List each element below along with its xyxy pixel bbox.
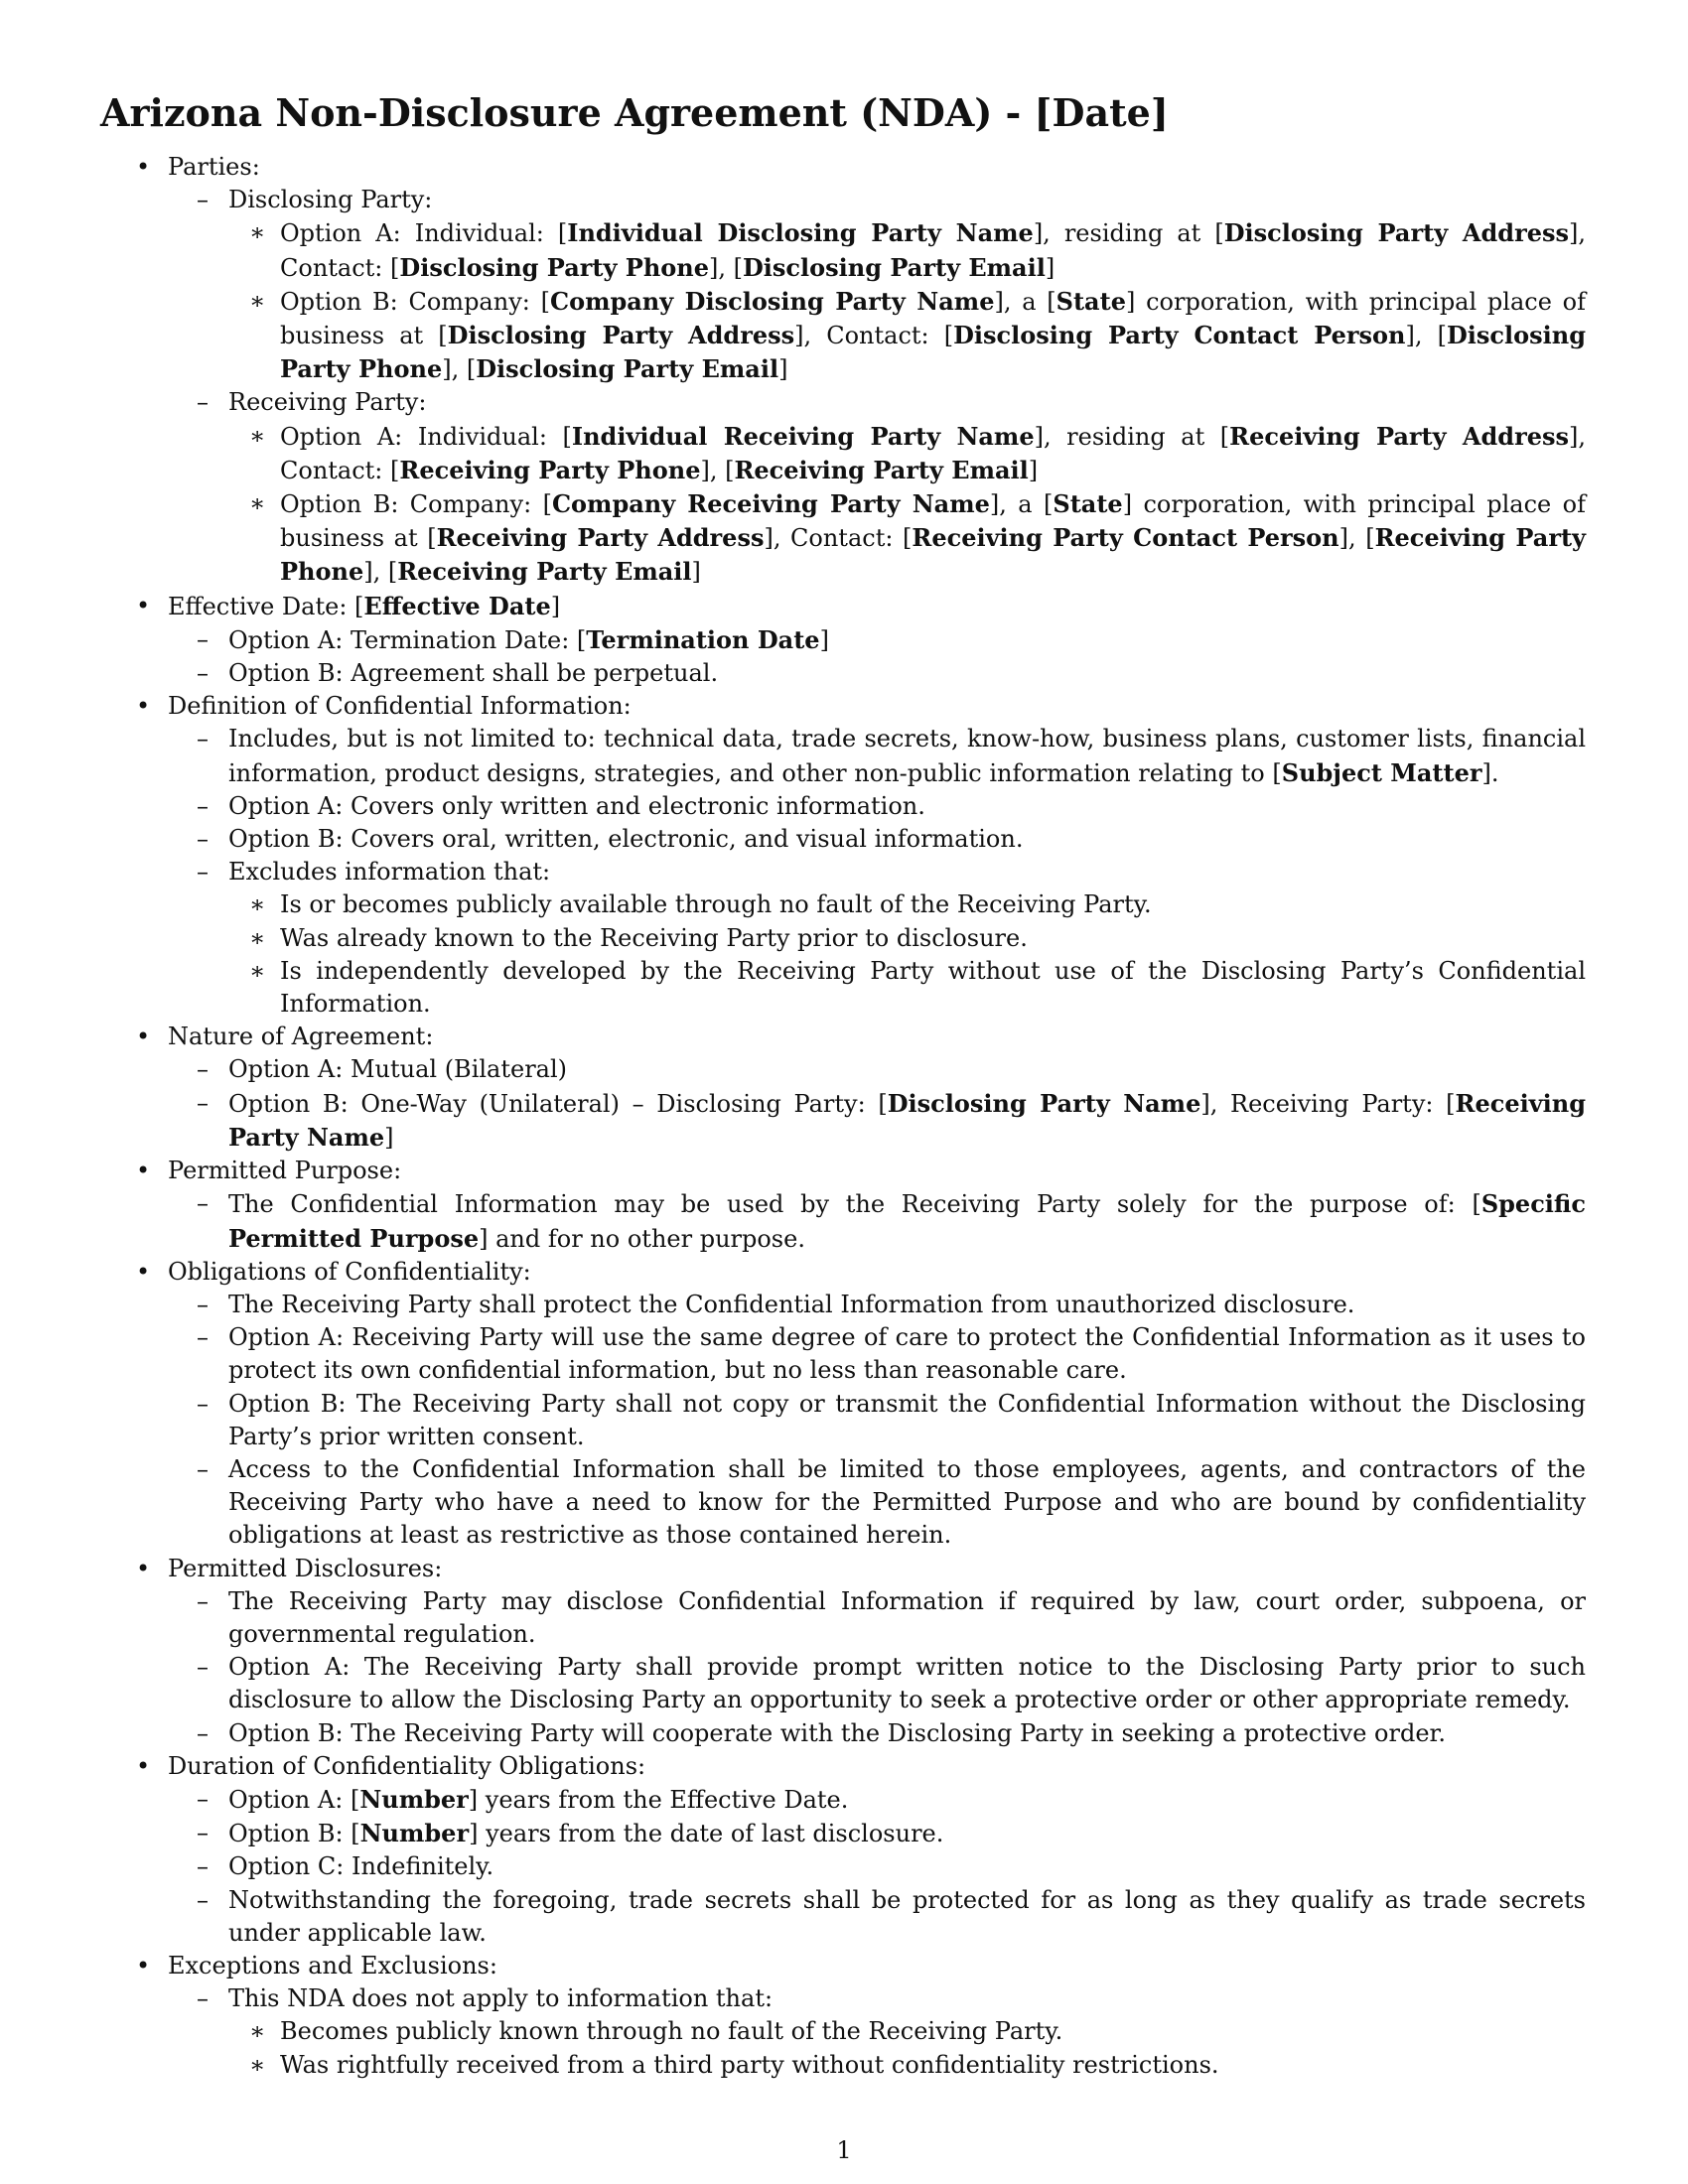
list-item-level-2 bbox=[100, 1817, 1586, 1850]
list-item-level-2 bbox=[100, 1388, 1586, 1453]
placeholder-field: Disclosing Party Email bbox=[476, 354, 779, 384]
list-item-text: Was already known to the Receiving Party prior to disclosure. bbox=[280, 923, 1028, 952]
list-item-text: ], Receiving Party: [ bbox=[1200, 1089, 1456, 1118]
list-item-level-1 bbox=[100, 690, 1586, 723]
list-item-text: Parties: bbox=[168, 153, 260, 181]
list-item-level-2 bbox=[100, 623, 1586, 657]
list-item-level-2 bbox=[100, 790, 1586, 823]
list-item-level-1 bbox=[100, 151, 1586, 184]
list-item-level-3 bbox=[100, 216, 1586, 284]
placeholder-field: Disclosing Party Phone bbox=[280, 321, 1586, 384]
list-item-text: ], Contact: [ bbox=[794, 322, 954, 350]
placeholder-field: Company Disclosing Party Name bbox=[549, 286, 995, 316]
list-item-text: ] years from the date of last disclosure. bbox=[469, 1820, 944, 1848]
list-item-text: Nature of Agreement: bbox=[168, 1023, 434, 1051]
list-item-text: ] bbox=[819, 625, 829, 654]
list-item-text: Notwithstanding the foregoing, trade secrets shall be protected for as long as they qualify as trade secrets under applicable law. bbox=[228, 1885, 1586, 1947]
list-item-text: Option B: Agreement shall be perpetual. bbox=[228, 659, 719, 688]
list-item-text: ], residing at [ bbox=[1033, 219, 1224, 248]
list-item-level-1 bbox=[100, 1021, 1586, 1053]
list-item-text: ] corporation, with principal place of business at [ bbox=[280, 287, 1586, 350]
list-item-text: Option B: The Receiving Party will cooperate with the Disclosing Party in seeking a protective order. bbox=[228, 1718, 1447, 1747]
placeholder-field: Receiving Party Email bbox=[734, 455, 1029, 484]
list-item-text: Option A: Termination Date: [ bbox=[228, 625, 587, 654]
list-item-level-1 bbox=[100, 1155, 1586, 1187]
list-item-level-2 bbox=[100, 1087, 1586, 1155]
list-item-text: ] bbox=[384, 1123, 394, 1152]
placeholder-field: Company Receiving Party Name bbox=[551, 489, 990, 519]
placeholder-field: State bbox=[1053, 489, 1123, 519]
list-item-text: Excludes information that: bbox=[228, 858, 551, 887]
document-body bbox=[100, 151, 1586, 2082]
list-item-level-2 bbox=[100, 184, 1586, 216]
list-item-level-3 bbox=[100, 888, 1586, 921]
list-item-text: Definition of Confidential Information: bbox=[168, 692, 632, 721]
list-item-level-2 bbox=[100, 1053, 1586, 1086]
page-number: 1 bbox=[836, 2136, 852, 2164]
placeholder-field: Receiving Party Address bbox=[436, 523, 765, 553]
placeholder-field: Specific Permitted Purpose bbox=[228, 1189, 1586, 1253]
list-item-text: The Confidential Information may be used by the Receiving Party solely for the purpose of: [ bbox=[228, 1190, 1481, 1219]
list-item-text: ], Contact: [ bbox=[280, 219, 1586, 282]
placeholder-field: Individual Disclosing Party Name bbox=[567, 218, 1034, 248]
list-item-text: Option A: The Receiving Party shall provide prompt written notice to the Disclosing Party prior to such disclosure to allow the Disclosing Party an opportunity to seek a protective order or other appropriate remedy. bbox=[228, 1653, 1586, 1714]
list-item-text: Option B: The Receiving Party shall not copy or transmit the Confidential Information without the Disclosing Party’s prior written consent. bbox=[228, 1389, 1586, 1450]
list-item-level-3 bbox=[100, 955, 1586, 1021]
list-item-text: Becomes publicly known through no fault of the Receiving Party. bbox=[280, 2017, 1063, 2046]
list-item-level-3 bbox=[100, 922, 1586, 955]
list-item-text: Access to the Confidential Information shall be limited to those employees, agents, and contractors of the Receiving Party who have a need to know for the Permitted Purpose and who are bound by confidentiality obligations at least as restrictive as those contained herein. bbox=[228, 1454, 1586, 1550]
list-item-text: ], [ bbox=[363, 558, 398, 587]
placeholder-field: Disclosing Party Contact Person bbox=[953, 321, 1406, 350]
list-item-text: Option A: Mutual (Bilateral) bbox=[228, 1055, 568, 1084]
list-item-text: Exceptions and Exclusions: bbox=[168, 1951, 497, 1979]
placeholder-field: Disclosing Party Email bbox=[742, 252, 1046, 282]
list-item-level-2 bbox=[100, 1717, 1586, 1750]
placeholder-field: Effective Date bbox=[363, 591, 551, 620]
list-item-level-1 bbox=[100, 1950, 1586, 1982]
list-item-text: Option C: Indefinitely. bbox=[228, 1852, 494, 1881]
list-item-text: ] bbox=[1045, 253, 1055, 282]
list-item-level-2 bbox=[100, 1187, 1586, 1255]
placeholder-field: Termination Date bbox=[586, 624, 820, 654]
list-item-text: ] and for no other purpose. bbox=[479, 1224, 805, 1253]
list-item-text: ], Contact: [ bbox=[764, 524, 913, 553]
list-item-text: Option B: [ bbox=[228, 1820, 360, 1848]
list-item-text: ] years from the Effective Date. bbox=[468, 1785, 849, 1814]
placeholder-field: Number bbox=[359, 1784, 469, 1814]
list-item-level-2 bbox=[100, 1585, 1586, 1651]
placeholder-field: Subject Matter bbox=[1281, 757, 1482, 787]
list-item-level-2 bbox=[100, 1884, 1586, 1950]
list-item-level-3 bbox=[100, 2015, 1586, 2048]
list-item-level-3 bbox=[100, 487, 1586, 590]
placeholder-field: Disclosing Party Address bbox=[1223, 218, 1569, 248]
list-item-level-2 bbox=[100, 1982, 1586, 2015]
list-item-text: This NDA does not apply to information that: bbox=[228, 1984, 774, 2013]
list-item-text: The Receiving Party may disclose Confidential Information if required by law, court order, subpoena, or governmental regulation. bbox=[228, 1586, 1586, 1648]
list-item-text: Obligations of Confidentiality: bbox=[168, 1257, 531, 1286]
list-item-text: Receiving Party: bbox=[228, 388, 427, 417]
list-item-text: ] corporation, with principal place of business at [ bbox=[280, 490, 1586, 553]
list-item-text: Effective Date: [ bbox=[168, 592, 364, 620]
list-item-level-1 bbox=[100, 1256, 1586, 1289]
list-item-text: ] bbox=[1028, 456, 1039, 484]
list-item-text: ]. bbox=[1481, 758, 1499, 787]
list-item-text: Option B: Covers oral, written, electronic, and visual information. bbox=[228, 825, 1024, 854]
list-item-text: Option A: [ bbox=[228, 1785, 360, 1814]
list-item-text: ], a [ bbox=[994, 287, 1056, 316]
placeholder-field: Disclosing Party Name bbox=[887, 1088, 1201, 1118]
list-item-level-2 bbox=[100, 386, 1586, 419]
list-item-text: Is or becomes publicly available through no fault of the Receiving Party. bbox=[280, 890, 1152, 919]
list-item-text: Duration of Confidentiality Obligations: bbox=[168, 1751, 646, 1780]
list-item-text: Option B: Company: [ bbox=[280, 490, 552, 519]
list-item-text: Is independently developed by the Receiving Party without use of the Disclosing Party’s Confidential Information. bbox=[280, 956, 1586, 1019]
list-item-level-2 bbox=[100, 1453, 1586, 1553]
list-item-text: ], residing at [ bbox=[1034, 422, 1230, 451]
list-item-text: ], a [ bbox=[989, 490, 1054, 519]
list-item-text: Includes, but is not limited to: technical data, trade secrets, know-how, business plans, customer lists, financial information, product designs, strategies, and other non-public information relating to [ bbox=[228, 725, 1586, 787]
placeholder-field: Receiving Party Phone bbox=[280, 523, 1587, 587]
list-item-level-1 bbox=[100, 590, 1586, 623]
list-item-level-2 bbox=[100, 1850, 1586, 1883]
placeholder-field: Number bbox=[359, 1819, 470, 1848]
placeholder-field: Individual Receiving Party Name bbox=[571, 421, 1035, 451]
list-item-level-3 bbox=[100, 2049, 1586, 2082]
list-item-text: The Receiving Party shall protect the Confidential Information from unauthorized disclosure. bbox=[228, 1290, 1355, 1318]
placeholder-field: Receiving Party Contact Person bbox=[912, 523, 1339, 553]
list-item-level-1 bbox=[100, 1553, 1586, 1585]
list-item-text: ] bbox=[550, 592, 561, 620]
list-item-text: Option B: One-Way (Unilateral) – Disclosing Party: [ bbox=[228, 1089, 888, 1118]
list-item-text: ] bbox=[691, 558, 701, 587]
list-item-text: ], [ bbox=[442, 355, 477, 384]
list-item-level-2 bbox=[100, 856, 1586, 888]
list-item-level-2 bbox=[100, 1321, 1586, 1387]
list-item-text: ] bbox=[778, 355, 788, 384]
placeholder-field: Receiving Party Email bbox=[397, 557, 692, 587]
placeholder-field: State bbox=[1055, 286, 1126, 316]
list-item-text: Option A: Receiving Party will use the same degree of care to protect the Confidential Information as it uses to protect its own confidential information, but no less than reasonable care. bbox=[228, 1323, 1586, 1385]
list-item-text: ], [ bbox=[700, 456, 735, 484]
list-item-text: Permitted Disclosures: bbox=[168, 1554, 443, 1582]
list-item-text: ], [ bbox=[1405, 322, 1447, 350]
list-item-level-2 bbox=[100, 723, 1586, 789]
list-item-text: ], Contact: [ bbox=[280, 422, 1587, 484]
list-item-level-2 bbox=[100, 1783, 1586, 1817]
placeholder-field: Receiving Party Phone bbox=[399, 455, 701, 484]
list-item-level-2 bbox=[100, 823, 1586, 856]
list-item-level-3 bbox=[100, 420, 1586, 487]
placeholder-field: Receiving Party Name bbox=[228, 1088, 1587, 1152]
list-item-text: Disclosing Party: bbox=[228, 186, 433, 214]
list-item-level-3 bbox=[100, 285, 1586, 387]
document-title: Arizona Non-Disclosure Agreement (NDA) - [Date] bbox=[100, 90, 1169, 135]
list-item-level-2 bbox=[100, 1651, 1586, 1716]
placeholder-field: Disclosing Party Phone bbox=[399, 252, 709, 282]
list-item-text: Option A: Covers only written and electronic information. bbox=[228, 791, 925, 820]
placeholder-field: Disclosing Party Address bbox=[447, 321, 795, 350]
list-item-text: ], [ bbox=[709, 253, 743, 282]
list-item-text: Option B: Company: [ bbox=[280, 287, 550, 316]
list-item-level-2 bbox=[100, 1289, 1586, 1321]
list-item-text: Option A: Individual: [ bbox=[280, 422, 572, 451]
list-item-level-2 bbox=[100, 657, 1586, 690]
list-item-text: ], [ bbox=[1338, 524, 1375, 553]
list-item-text: Permitted Purpose: bbox=[168, 1157, 402, 1185]
list-item-text: Option A: Individual: [ bbox=[280, 219, 568, 248]
list-item-level-1 bbox=[100, 1750, 1586, 1783]
list-item-text: Was rightfully received from a third party without confidentiality restrictions. bbox=[280, 2050, 1219, 2079]
placeholder-field: Receiving Party Address bbox=[1229, 421, 1570, 451]
